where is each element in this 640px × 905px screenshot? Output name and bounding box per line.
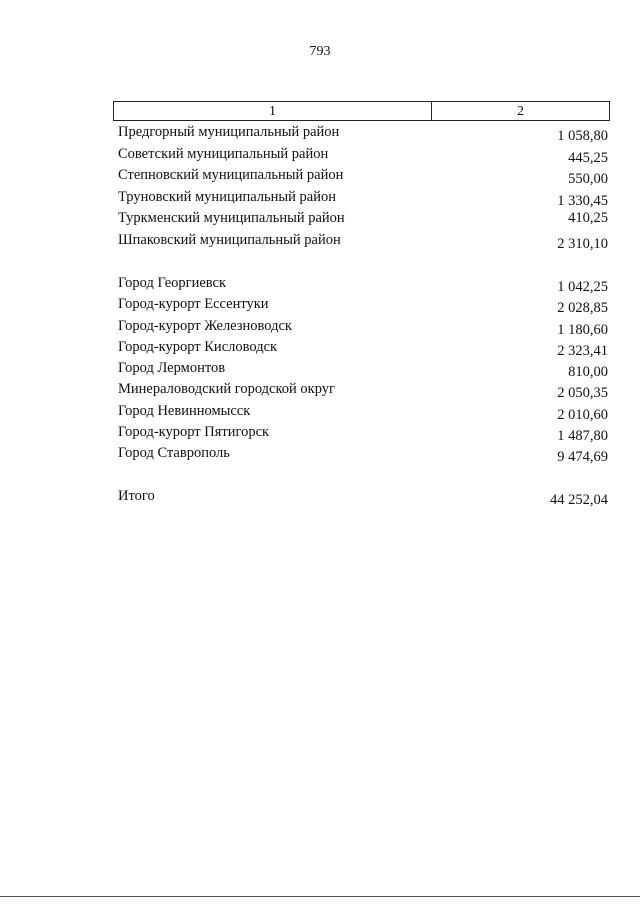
- row-value: 1 058,80: [557, 128, 608, 144]
- row-value: 2 010,60: [557, 407, 608, 423]
- row-name: Предгорный муниципальный район: [118, 124, 340, 140]
- row-name: Минераловодский городской округ: [118, 381, 335, 397]
- row-value: 445,25: [568, 150, 608, 166]
- row-value: 2 028,85: [557, 300, 608, 316]
- page-number: 793: [309, 44, 331, 59]
- row-value: 550,00: [568, 171, 608, 187]
- row-name: Степновский муниципальный район: [118, 167, 344, 183]
- row-name: Город Лермонтов: [118, 360, 226, 376]
- column-header-1: 1: [114, 102, 432, 120]
- row-value: 410,25: [568, 210, 608, 226]
- row-value: 1 042,25: [557, 279, 608, 295]
- row-name: Шпаковский муниципальный район: [118, 232, 341, 248]
- row-value: 1 487,80: [557, 428, 608, 444]
- table-header: [113, 101, 610, 121]
- row-value: 2 310,10: [557, 236, 608, 252]
- total-label: Итого: [118, 488, 155, 504]
- row-value: 810,00: [568, 364, 608, 380]
- row-name: Город Георгиевск: [118, 275, 227, 291]
- row-name: Город Невинномысск: [118, 403, 251, 419]
- row-name: Город-курорт Кисловодск: [118, 339, 278, 355]
- row-name: Город-курорт Ессентуки: [118, 296, 269, 312]
- page-bottom-rule: [0, 896, 640, 897]
- row-name: Туркменский муниципальный район: [118, 210, 345, 226]
- column-header-2: 2: [517, 104, 524, 119]
- row-name: Труновский муниципальный район: [118, 189, 336, 205]
- row-name: Город-курорт Пятигорск: [118, 424, 270, 440]
- row-value: 2 323,41: [557, 343, 608, 359]
- row-value: 1 180,60: [557, 322, 608, 338]
- row-value: 9 474,69: [557, 449, 608, 465]
- total-value: 44 252,04: [550, 492, 608, 508]
- row-name: Город-курорт Железноводск: [118, 318, 292, 334]
- row-value: 2 050,35: [557, 385, 608, 401]
- row-name: Город Ставрополь: [118, 445, 230, 461]
- row-value: 1 330,45: [557, 193, 608, 209]
- row-name: Советский муниципальный район: [118, 146, 329, 162]
